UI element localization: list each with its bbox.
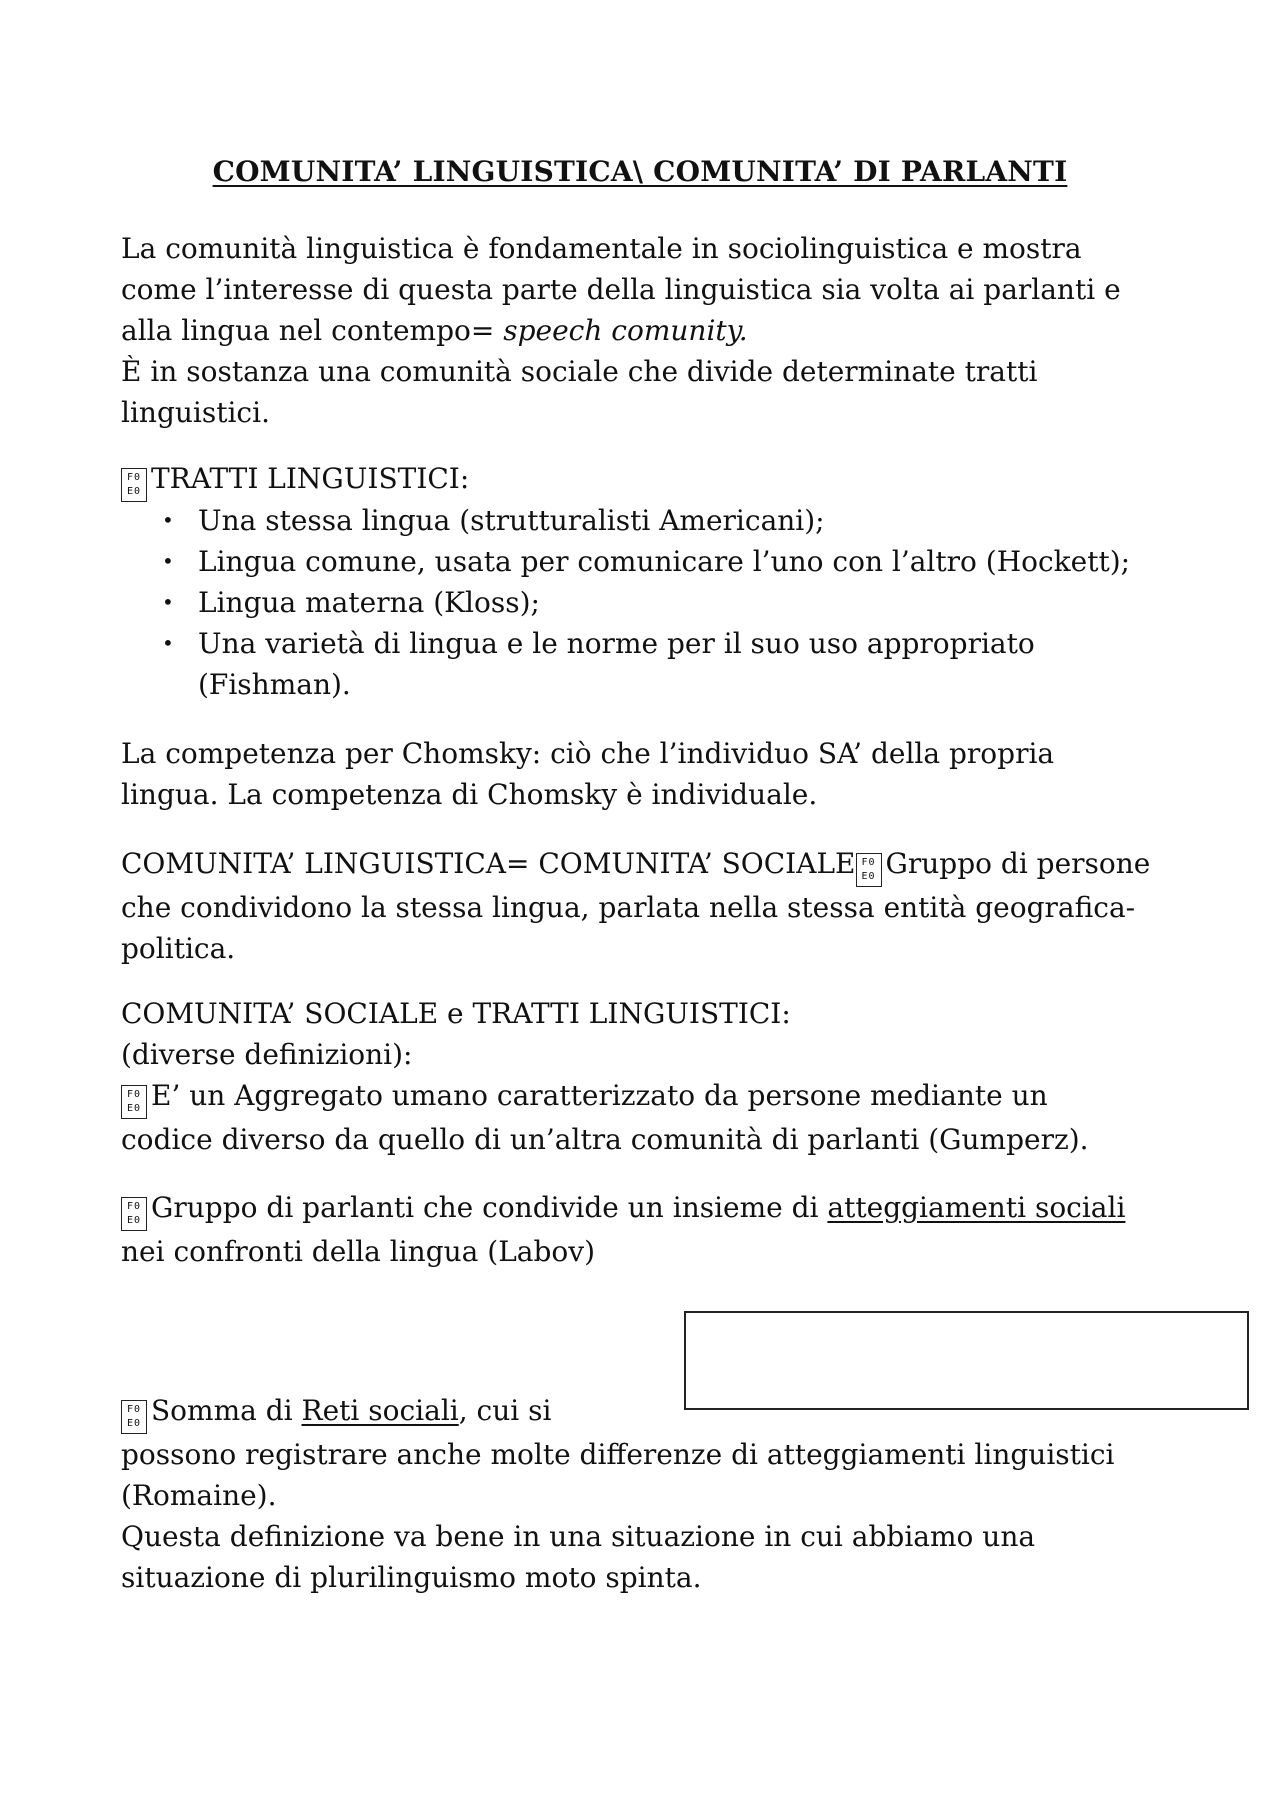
- definizioni-line: COMUNITA’ SOCIALE e TRATTI LINGUISTICI:: [121, 997, 791, 1030]
- speech-community-term: speech comunity.: [503, 314, 748, 347]
- romaine-underlined-term: Reti sociali: [301, 1394, 459, 1427]
- comunita-sociale-line: politica.: [121, 932, 236, 965]
- definizioni-line: (diverse definizioni):: [121, 1038, 413, 1071]
- tratti-heading-text: TRATTI LINGUISTICI:: [151, 462, 470, 495]
- tratti-heading: [121, 458, 1181, 502]
- intro-line: La comunità linguistica è fondamentale in sociolinguistica e mostra: [121, 232, 1082, 265]
- page-title: COMUNITA’ LINGUISTICA\ COMUNITA’ DI PARLANTI: [212, 155, 1068, 188]
- labov-underlined-term: atteggiamenti sociali: [827, 1191, 1126, 1224]
- list-item: • Una varietà di lingua e le norme per il suo uso appropriato: [158, 623, 1178, 664]
- romaine-line: (Romaine).: [121, 1479, 277, 1512]
- labov-paragraph: [121, 1187, 1181, 1272]
- missing-glyph-icon: F0 E0: [121, 1400, 147, 1434]
- labov-text: Gruppo di parlanti che condivide un insieme di: [151, 1191, 828, 1224]
- missing-glyph-icon: F0 E0: [121, 468, 147, 502]
- comunita-sociale-text: Gruppo di persone: [885, 847, 1151, 880]
- intro-line: [121, 310, 1181, 351]
- list-item: • Una stessa lingua (strutturalisti Americani);: [158, 500, 1178, 541]
- bullet-icon: •: [162, 549, 174, 573]
- romaine-text: Somma di: [151, 1394, 302, 1427]
- romaine-line: situazione di plurilinguismo moto spinta.: [121, 1561, 702, 1594]
- intro-line: È in sostanza una comunità sociale che divide determinate tratti: [121, 355, 1038, 388]
- romaine-paragraph: [121, 1390, 1181, 1598]
- intro-line: come l’interesse di questa parte della linguistica sia volta ai parlanti e: [121, 273, 1121, 306]
- labov-line: nei confronti della lingua (Labov): [121, 1235, 596, 1268]
- tratti-list: [158, 500, 1178, 705]
- list-item: • Lingua comune, usata per comunicare l’uno con l’altro (Hockett);: [158, 541, 1178, 582]
- intro-line: linguistici.: [121, 396, 270, 429]
- romaine-line: possono registrare anche molte differenze di atteggiamenti linguistici: [121, 1438, 1115, 1471]
- intro-paragraph: [121, 228, 1181, 433]
- gumperz-text: E’ un Aggregato umano caratterizzato da persone mediante un: [151, 1079, 1048, 1112]
- bullet-icon: •: [162, 508, 174, 532]
- comunita-sociale-paragraph: [121, 843, 1181, 969]
- chomsky-line: lingua. La competenza di Chomsky è individuale.: [121, 778, 818, 811]
- bullet-icon: •: [162, 590, 174, 614]
- missing-glyph-icon: F0 E0: [121, 1085, 147, 1119]
- romaine-text: , cui si: [458, 1394, 552, 1427]
- romaine-line: Questa definizione va bene in una situazione in cui abbiamo una: [121, 1520, 1036, 1553]
- chomsky-paragraph: [121, 733, 1181, 815]
- bullet-icon: •: [162, 631, 174, 655]
- list-item-continuation: (Fishman).: [198, 668, 351, 701]
- intro-text: alla lingua nel contempo=: [121, 314, 504, 347]
- list-item: • Lingua materna (Kloss);: [158, 582, 1178, 623]
- chomsky-line: La competenza per Chomsky: ciò che l’individuo SA’ della propria: [121, 737, 1055, 770]
- missing-glyph-icon: F0 E0: [121, 1197, 147, 1231]
- comunita-sociale-text: COMUNITA’ LINGUISTICA= COMUNITA’ SOCIALE: [121, 847, 856, 880]
- missing-glyph-icon: F0 E0: [856, 853, 882, 887]
- definizioni-paragraph: [121, 993, 1181, 1160]
- comunita-sociale-line: che condividono la stessa lingua, parlata nella stessa entità geografica-: [121, 891, 1136, 924]
- gumperz-line: codice diverso da quello di un’altra comunità di parlanti (Gumperz).: [121, 1123, 1089, 1156]
